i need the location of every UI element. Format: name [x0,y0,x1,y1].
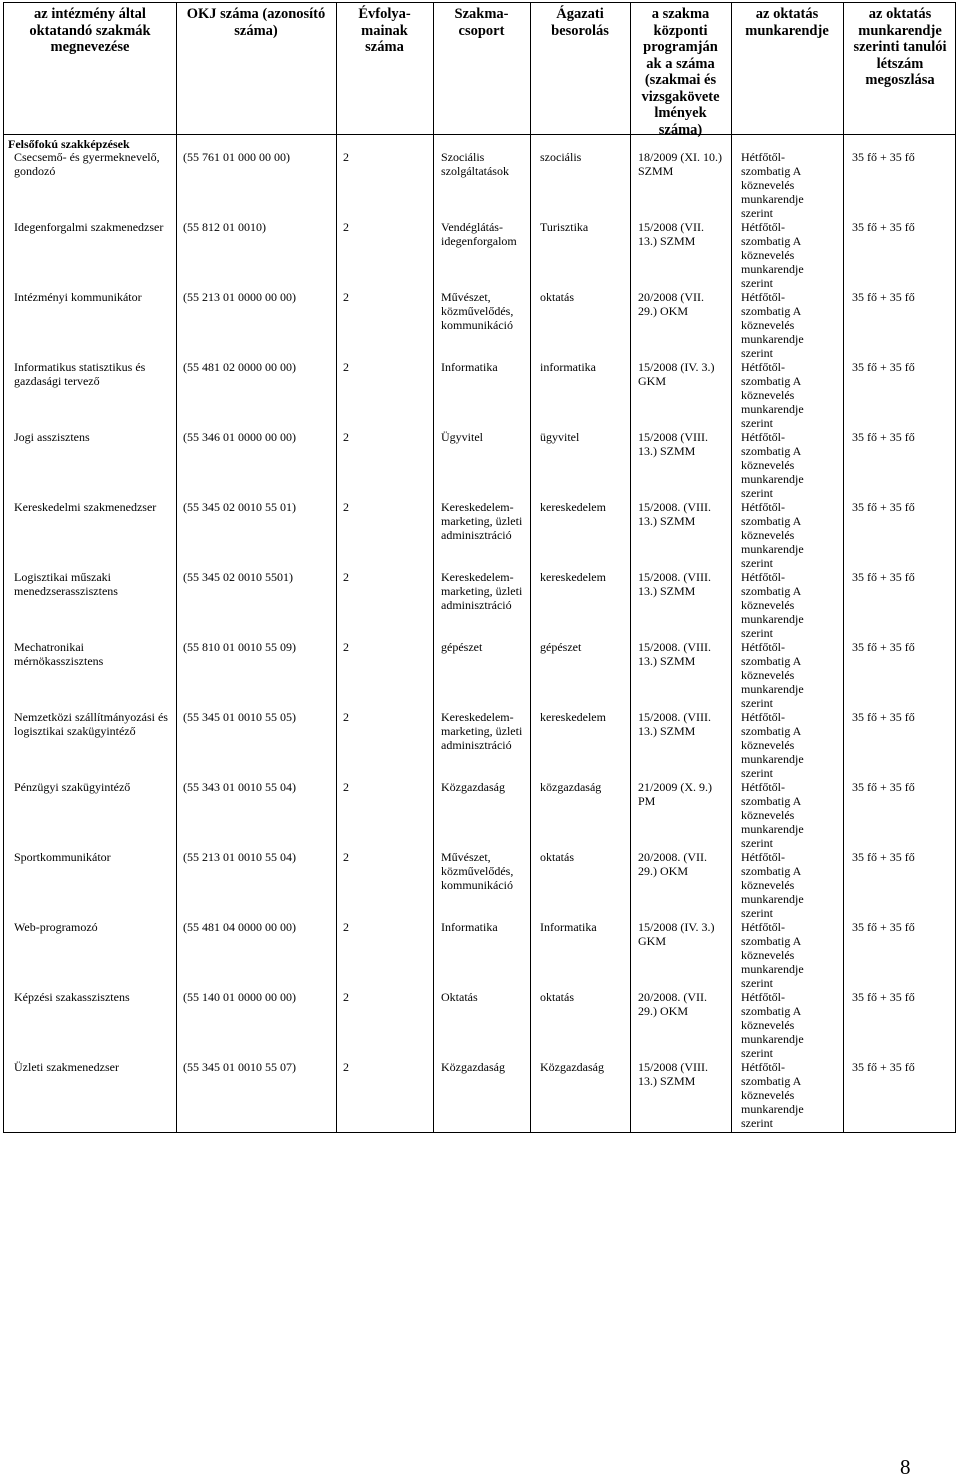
schedule-cell: Hétfőtől-szombatig A köznevelés munkarendje szerint [741,430,804,500]
headcount-cell: 35 fő + 35 fő [852,920,915,934]
schedule-cell: Hétfőtől-szombatig A köznevelés munkarendje szerint [741,570,804,640]
column-divider [731,2,732,1133]
group-cell: Közgazdaság [441,780,505,794]
years-cell: 2 [343,220,349,234]
profession-name-cell: Képzési szakasszisztens [14,990,130,1004]
column-divider [530,2,531,1133]
sector-cell: közgazdaság [540,780,602,794]
headcount-cell: 35 fő + 35 fő [852,430,915,444]
program-cell: 20/2008. (VII. 29.) OKM [638,850,707,878]
column-divider [433,2,434,1133]
years-cell: 2 [343,920,349,934]
program-cell: 15/2008 (VIII. 13.) SZMM [638,430,708,458]
headcount-cell: 35 fő + 35 fő [852,850,915,864]
column-header-headcount: az oktatás munkarendje szerinti tanulói létszám megoszlása [853,6,947,88]
okj-cell: (55 812 01 0010) [183,220,266,234]
years-cell: 2 [343,990,349,1004]
column-divider [176,2,177,1133]
years-cell: 2 [343,1060,349,1074]
profession-name-cell: Kereskedelmi szakmenedzser [14,500,157,514]
column-header-schedule: az oktatás munkarendje [745,6,829,39]
profession-name-cell: Sportkommunikátor [14,850,111,864]
sector-cell: oktatás [540,990,574,1004]
okj-cell: (55 810 01 0010 55 09) [183,640,296,654]
group-cell: Szociális szolgáltatások [441,150,509,178]
column-header-program: a szakma központi programján ak a száma (szakmai és vizsgakövete lmények száma) [641,6,720,138]
column-divider [336,2,337,1133]
profession-name-cell: Intézményi kommunikátor [14,290,142,304]
years-cell: 2 [343,360,349,374]
okj-cell: (55 213 01 0010 55 04) [183,850,296,864]
sector-cell: Turisztika [540,220,589,234]
years-cell: 2 [343,640,349,654]
years-cell: 2 [343,780,349,794]
profession-name-cell: Mechatronikai mérnökasszisztens [14,640,104,668]
headcount-cell: 35 fő + 35 fő [852,570,915,584]
okj-cell: (55 213 01 0000 00 00) [183,290,296,304]
headcount-cell: 35 fő + 35 fő [852,1060,915,1074]
headcount-cell: 35 fő + 35 fő [852,990,915,1004]
years-cell: 2 [343,430,349,444]
group-cell: Vendéglátás-idegenforgalom [441,220,517,248]
column-header-profession: az intézmény által oktatandó szakmák megnevezése [29,6,151,55]
column-divider [630,2,631,1133]
schedule-cell: Hétfőtől-szombatig A köznevelés munkarendje szerint [741,150,804,220]
sector-cell: Informatika [540,920,597,934]
okj-cell: (55 345 01 0010 55 07) [183,1060,296,1074]
group-cell: Közgazdaság [441,1060,505,1074]
okj-cell: (55 481 04 0000 00 00) [183,920,296,934]
program-cell: 15/2008 (IV. 3.) GKM [638,920,715,948]
schedule-cell: Hétfőtől-szombatig A köznevelés munkarendje szerint [741,500,804,570]
okj-cell: (55 343 01 0010 55 04) [183,780,296,794]
profession-name-cell: Informatikus statisztikus és gazdasági tervező [14,360,146,388]
profession-name-cell: Jogi asszisztens [14,430,90,444]
schedule-cell: Hétfőtől-szombatig A köznevelés munkarendje szerint [741,220,804,290]
program-cell: 20/2008. (VII. 29.) OKM [638,990,707,1018]
schedule-cell: Hétfőtől-szombatig A köznevelés munkarendje szerint [741,990,804,1060]
schedule-cell: Hétfőtől-szombatig A köznevelés munkarendje szerint [741,360,804,430]
program-cell: 15/2008 (VIII. 13.) SZMM [638,1060,708,1088]
headcount-cell: 35 fő + 35 fő [852,220,915,234]
group-cell: gépészet [441,640,483,654]
profession-name-cell: Logisztikai műszaki menedzserasszisztens [14,570,118,598]
okj-cell: (55 345 02 0010 5501) [183,570,293,584]
group-cell: Informatika [441,360,498,374]
sector-cell: kereskedelem [540,710,606,724]
sector-cell: gépészet [540,640,582,654]
years-cell: 2 [343,850,349,864]
program-cell: 15/2008 (VII. 13.) SZMM [638,220,704,248]
headcount-cell: 35 fő + 35 fő [852,710,915,724]
schedule-cell: Hétfőtől-szombatig A köznevelés munkarendje szerint [741,640,804,710]
okj-cell: (55 761 01 000 00 00) [183,150,290,164]
schedule-cell: Hétfőtől-szombatig A köznevelés munkarendje szerint [741,850,804,920]
group-cell: Ügyvitel [441,430,483,444]
group-cell: Művészet, közművelődés, kommunikáció [441,850,514,892]
program-cell: 21/2009 (X. 9.) PM [638,780,712,808]
years-cell: 2 [343,710,349,724]
section-label: Felsőfokú szakképzések [8,137,130,151]
column-header-years: Évfolya-mainak száma [358,6,411,55]
schedule-cell: Hétfőtől-szombatig A köznevelés munkarendje szerint [741,710,804,780]
schedule-cell: Hétfőtől-szombatig A köznevelés munkarendje szerint [741,920,804,990]
sector-cell: informatika [540,360,596,374]
group-cell: Művészet, közművelődés, kommunikáció [441,290,514,332]
okj-cell: (55 345 01 0010 55 05) [183,710,296,724]
sector-cell: oktatás [540,290,574,304]
program-cell: 20/2008 (VII. 29.) OKM [638,290,704,318]
group-cell: Informatika [441,920,498,934]
program-cell: 15/2008. (VIII. 13.) SZMM [638,710,711,738]
program-cell: 15/2008. (VIII. 13.) SZMM [638,500,711,528]
okj-cell: (55 481 02 0000 00 00) [183,360,296,374]
okj-cell: (55 345 02 0010 55 01) [183,500,296,514]
headcount-cell: 35 fő + 35 fő [852,290,915,304]
profession-name-cell: Pénzügyi szakügyintéző [14,780,131,794]
years-cell: 2 [343,500,349,514]
years-cell: 2 [343,150,349,164]
sector-cell: oktatás [540,850,574,864]
column-header-okj: OKJ száma (azonosító száma) [186,6,326,39]
program-cell: 15/2008. (VIII. 13.) SZMM [638,640,711,668]
schedule-cell: Hétfőtől-szombatig A köznevelés munkarendje szerint [741,780,804,850]
okj-cell: (55 346 01 0000 00 00) [183,430,296,444]
group-cell: Kereskedelem-marketing, üzleti adminisztráció [441,710,523,752]
schedule-cell: Hétfőtől-szombatig A köznevelés munkarendje szerint [741,1060,804,1130]
headcount-cell: 35 fő + 35 fő [852,360,915,374]
headcount-cell: 35 fő + 35 fő [852,640,915,654]
years-cell: 2 [343,290,349,304]
header-divider [3,134,956,135]
column-divider [843,2,844,1133]
profession-name-cell: Üzleti szakmenedzser [14,1060,119,1074]
profession-name-cell: Nemzetközi szállítmányozási és logisztikai szakügyintéző [14,710,168,738]
years-cell: 2 [343,570,349,584]
okj-cell: (55 140 01 0000 00 00) [183,990,296,1004]
headcount-cell: 35 fő + 35 fő [852,500,915,514]
program-cell: 15/2008. (VIII. 13.) SZMM [638,570,711,598]
group-cell: Oktatás [441,990,478,1004]
sector-cell: Közgazdaság [540,1060,604,1074]
program-cell: 18/2009 (XI. 10.) SZMM [638,150,722,178]
schedule-cell: Hétfőtől-szombatig A köznevelés munkarendje szerint [741,290,804,360]
column-header-sector: Ágazati besorolás [551,6,609,39]
profession-name-cell: Csecsemő- és gyermeknevelő, gondozó [14,150,160,178]
profession-name-cell: Idegenforgalmi szakmenedzser [14,220,164,234]
profession-name-cell: Web-programozó [14,920,98,934]
headcount-cell: 35 fő + 35 fő [852,150,915,164]
sector-cell: kereskedelem [540,570,606,584]
group-cell: Kereskedelem-marketing, üzleti adminisztráció [441,570,523,612]
headcount-cell: 35 fő + 35 fő [852,780,915,794]
sector-cell: ügyvitel [540,430,580,444]
program-cell: 15/2008 (IV. 3.) GKM [638,360,715,388]
sector-cell: kereskedelem [540,500,606,514]
group-cell: Kereskedelem-marketing, üzleti adminisztráció [441,500,523,542]
page-number: 8 [900,1455,911,1479]
column-header-group: Szakma-csoport [454,6,509,39]
sector-cell: szociális [540,150,582,164]
